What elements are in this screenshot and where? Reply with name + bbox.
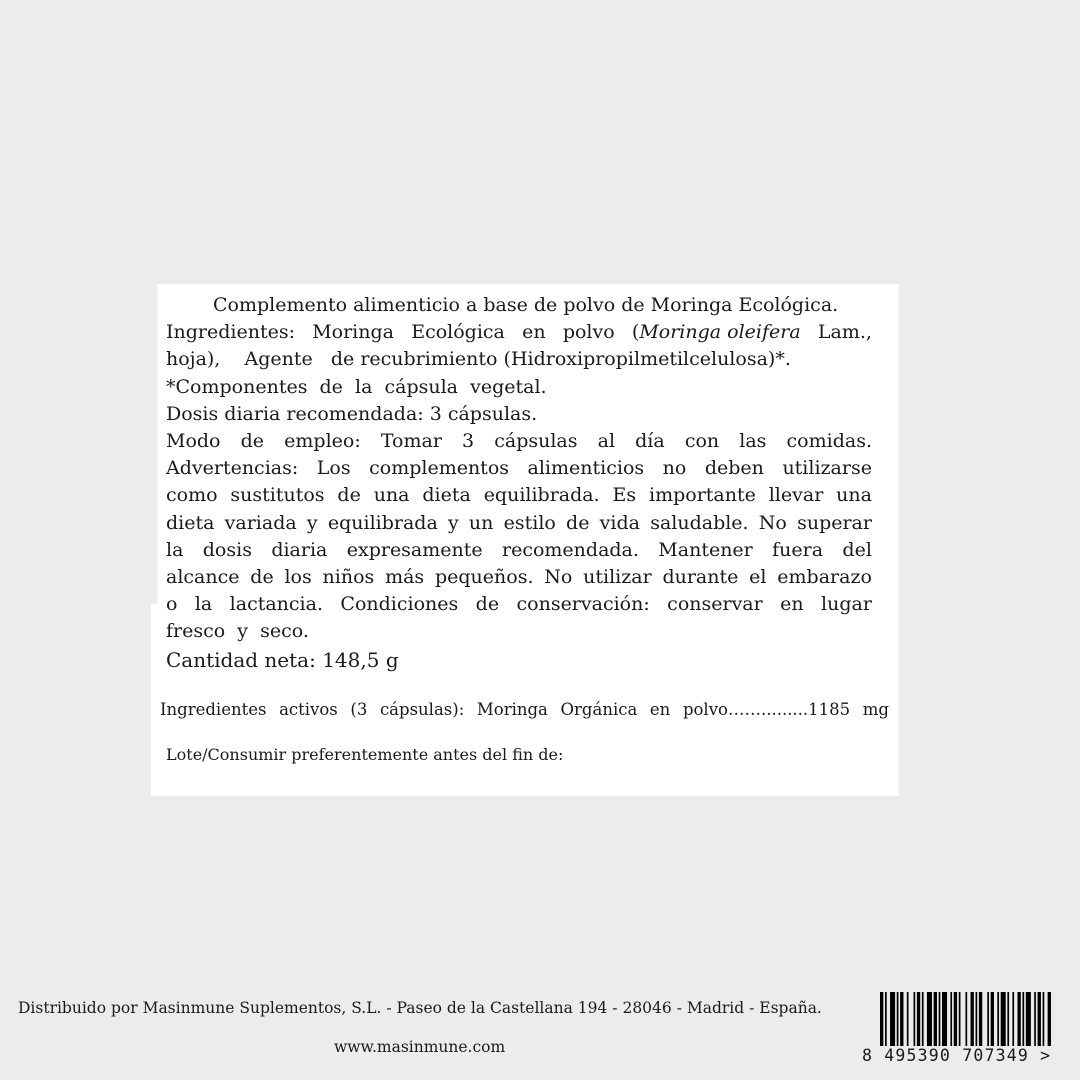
word: No (544, 566, 573, 589)
word: ( (631, 321, 640, 344)
barcode-bar (890, 992, 895, 1046)
word: importante (649, 484, 756, 507)
word: Mantener (658, 538, 753, 561)
barcode-bar (885, 992, 887, 1046)
word: conservar (667, 593, 763, 616)
word: Advertencias: (166, 457, 299, 480)
barcode-bar (959, 992, 961, 1046)
word: Es (612, 484, 637, 507)
barcode-bar (927, 992, 932, 1046)
usage-line (166, 428, 872, 455)
word: estilo (503, 511, 556, 534)
website-link[interactable]: www.masinmune.com (334, 1038, 506, 1056)
species-name (632, 319, 801, 346)
barcode-bar (1026, 992, 1031, 1046)
word: Condiciones (340, 593, 459, 616)
word: lactancia. (229, 593, 324, 616)
word: recomendada. (502, 538, 639, 561)
word: la (194, 593, 213, 616)
word: llevar (768, 484, 824, 507)
word: día (635, 430, 665, 453)
warnings-line-3 (166, 510, 872, 537)
barcode-bar (1012, 992, 1014, 1046)
word: la (166, 538, 184, 561)
word: y (306, 511, 318, 534)
word: cápsulas (494, 430, 578, 453)
barcode-bar (991, 992, 994, 1046)
word: conservación: (516, 593, 650, 616)
word: alimenticios (527, 457, 645, 480)
word: fuera (772, 538, 824, 561)
word: dosis (202, 538, 252, 561)
word: Lam., (817, 321, 872, 344)
distributor-info: Distribuido por Masinmune Suplementos, S.L. - Paseo de la Castellana 194 - 28046 - Madrid - España. (18, 999, 822, 1017)
word: empleo: (284, 430, 361, 453)
warnings-line-1 (166, 455, 872, 482)
active-ingredients (160, 700, 889, 719)
word: y (447, 511, 459, 534)
barcode-bar (979, 992, 982, 1046)
barcode-bar (987, 992, 989, 1046)
barcode-bar (950, 992, 952, 1046)
barcode-bar (976, 992, 978, 1046)
product-description: Complemento alimenticio a base de polvo de Moringa Ecológica. (213, 294, 839, 316)
word: equilibrada (327, 511, 438, 534)
word: Moringa oleifera (639, 321, 801, 344)
barcode-bar (900, 992, 903, 1046)
barcode-bar (907, 992, 909, 1046)
word: de (475, 593, 500, 616)
word: variada (224, 511, 297, 534)
word: una (836, 484, 872, 507)
word: deben (704, 457, 764, 480)
barcode-bar (934, 992, 937, 1046)
word: alcance (166, 566, 240, 589)
net-quantity: Cantidad neta: 148,5 g (166, 648, 399, 672)
word: No (758, 511, 787, 534)
word: Moringa (476, 700, 548, 719)
word: pequeños. (434, 566, 534, 589)
word: en (780, 593, 804, 616)
barcode-bar (1007, 992, 1009, 1046)
word: durante (662, 566, 739, 589)
barcode-number: 8 495390 707349 > (862, 1046, 1052, 1065)
word: el (749, 566, 767, 589)
barcode-bar (997, 992, 999, 1046)
word: polvo…….........1185 (682, 700, 851, 719)
barcode-bars (880, 992, 1056, 1046)
barcode-bar (914, 992, 916, 1046)
word: Los (316, 457, 351, 480)
word: utilizarse (782, 457, 872, 480)
label-text (166, 292, 872, 646)
word: Modo (166, 430, 221, 453)
word: niños (322, 566, 375, 589)
capsule-note: *Componentes de la cápsula vegetal. (166, 375, 547, 398)
word: sustitutos (230, 484, 325, 507)
word: dieta (422, 484, 471, 507)
lot-expiry-label: Lote/Consumir preferentemente antes del fin de: (166, 745, 564, 764)
word: (3 (350, 700, 368, 719)
barcode-bar (1022, 992, 1024, 1046)
barcode-bar (939, 992, 941, 1046)
word: cápsulas): (379, 700, 465, 719)
word: Ecológica (411, 321, 505, 344)
warnings-line-4 (166, 537, 872, 564)
word: Orgánica (560, 700, 638, 719)
word: de (337, 484, 361, 507)
word: Moringa (312, 321, 394, 344)
word: polvo (562, 321, 615, 344)
word: vida (599, 511, 640, 534)
word: expresamente (346, 538, 483, 561)
ingredients-line-2: hoja), Agente de recubrimiento (Hidroxipropilmetilcelulosa)*. (166, 348, 791, 371)
word: mg (862, 700, 889, 719)
barcode-bar (954, 992, 957, 1046)
word: equilibrada. (483, 484, 600, 507)
barcode-bar (1017, 992, 1020, 1046)
barcode-bar (1038, 992, 1041, 1046)
barcode-bar (922, 992, 924, 1046)
warnings-line-5 (166, 564, 872, 591)
barcode-bar (965, 992, 967, 1046)
ingredients-line (166, 319, 872, 346)
word: al (597, 430, 616, 453)
word: dieta (166, 511, 215, 534)
word: superar (797, 511, 872, 534)
word: embarazo (777, 566, 872, 589)
word: como (166, 484, 218, 507)
word: lugar (821, 593, 872, 616)
word: Tomar (380, 430, 442, 453)
word: del (842, 538, 872, 561)
word: en (522, 321, 546, 344)
barcode-bar (971, 992, 974, 1046)
word: las (739, 430, 767, 453)
word: con (684, 430, 720, 453)
word: un (468, 511, 494, 534)
barcode-bar (1048, 992, 1051, 1046)
word: complementos (369, 457, 510, 480)
barcode (862, 992, 1072, 1072)
word: activos (279, 700, 338, 719)
barcode-bar (917, 992, 920, 1046)
daily-dose: Dosis diaria recomendada: 3 cápsulas. (166, 402, 538, 425)
word: de (566, 511, 590, 534)
word: comidas. (786, 430, 872, 453)
word: de (240, 430, 265, 453)
word: utilizar (583, 566, 652, 589)
word: diaria (271, 538, 328, 561)
warnings-line-6 (166, 591, 872, 618)
barcode-bar (880, 992, 883, 1046)
barcode-bar (1034, 992, 1036, 1046)
word: Ingredientes: (166, 321, 295, 344)
word: o (166, 593, 178, 616)
word: de (250, 566, 274, 589)
word: no (662, 457, 687, 480)
word: Ingredientes (160, 700, 267, 719)
word: más (385, 566, 425, 589)
word: 3 (462, 430, 475, 453)
word: en (649, 700, 671, 719)
barcode-bar (1001, 992, 1006, 1046)
barcode-bar (1043, 992, 1045, 1046)
word: saludable. (650, 511, 749, 534)
word: una (373, 484, 410, 507)
barcode-bar (897, 992, 899, 1046)
warnings-line-2 (166, 482, 872, 509)
barcode-bar (942, 992, 947, 1046)
word: los (284, 566, 312, 589)
warnings-line-7: fresco y seco. (166, 620, 309, 643)
